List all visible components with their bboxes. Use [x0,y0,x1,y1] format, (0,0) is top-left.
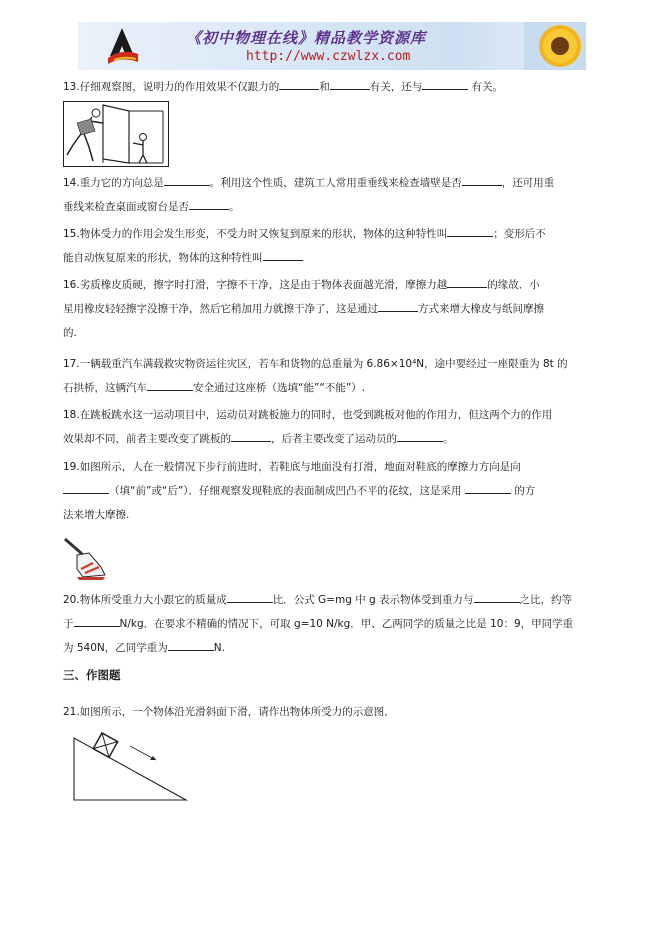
q17-text-1: 17.一辆载重汽车满载救灾物资运往灾区，若车和货物的总重量为 6.86×10⁴N，途中要经过一座限重为 8t 的 [63,358,568,370]
q20-blank-1[interactable] [227,590,273,603]
q18-blank-2[interactable] [397,429,443,442]
q13-text-a: 13.仔细观察图，说明力的作用效果不仅跟力的 [63,81,280,93]
question-18 [63,403,603,451]
question-17 [63,352,603,400]
header-banner [78,22,586,70]
q13-text-d: 有关。 [471,81,504,93]
q16-text-1a: 16.劣质橡皮质硬，擦字时打滑，字擦不干净，这是由于物体表面越光滑，摩擦力越 [63,279,448,291]
q16-text-1b: 的缘故．小 [487,279,540,291]
q17-blank-1[interactable] [147,378,193,391]
question-16 [63,273,603,345]
q20-text-3a: 为 540N，乙同学重为 [63,642,168,654]
q14-text-2b: 。 [229,201,240,213]
q19-blank-2[interactable] [465,481,511,494]
q13-blank-2[interactable] [330,77,370,90]
logo-icon [104,26,140,66]
shoe-figure [63,535,107,581]
q18-text-1: 18.在跳板跳水这一运动项目中，运动员对跳板施力的同时，也受到跳板对他的作用力，但这两个力的作用 [63,409,553,421]
q20-text-1a: 20.物体所受重力大小跟它的质量成 [63,594,227,606]
section-heading: 三、作图题 [63,668,121,682]
q20-blank-2[interactable] [474,590,520,603]
q13-blank-3[interactable] [422,77,468,90]
q14-blank-2[interactable] [462,173,502,186]
q19-blank-1[interactable] [63,481,109,494]
door-push-figure [63,101,169,167]
q19-text-2a: （填“前”或“后”）．仔细观察发现鞋底的表面制成凹凸不平的花纹，这是采用 [109,485,462,497]
q17-text-2b: 安全通过这座桥（选填“能”“不能”）. [193,382,366,394]
q15-text-1a: 15.物体受力的作用会发生形变，不受力时又恢复到原来的形状，物体的这种特性叫 [63,228,448,240]
q18-text-2c: 。 [443,433,454,445]
question-21 [63,700,603,724]
q13-text-c: 有关，还与 [369,81,423,93]
question-19 [63,455,603,527]
q13-text-b: 和 [319,81,330,93]
q16-blank-2[interactable] [378,299,418,312]
q15-blank-2[interactable] [263,248,303,261]
incline-figure [68,728,190,804]
q15-text-1b: ；变形后不 [493,228,546,240]
q19-text-1: 19.如图所示，人在一般情况下步行前进时，若鞋底与地面没有打滑，地面对鞋底的摩擦力方向是向 [63,461,521,473]
banner-title: 《初中物理在线》精品教学资源库 [186,29,427,47]
q17-text-2a: 石拱桥，这辆汽车 [63,382,147,394]
question-15 [63,222,603,270]
q20-blank-4[interactable] [168,638,214,651]
q19-text-2b: 的方 [514,485,536,497]
q14-text-1a: 14.重力它的方向总是 [63,177,164,189]
q20-text-2b: N/kg．在要求不精确的情况下，可取 g=10 N/kg．甲、乙两同学的质量之比是 10：9，甲同学重 [119,618,574,630]
q14-blank-1[interactable] [164,173,210,186]
q16-text-3: 的. [63,327,77,339]
q13-blank-1[interactable] [279,77,319,90]
q15-text-2a: 能自动恢复原来的形状，物体的这种特性叫 [63,252,263,264]
q20-text-1c: 之比，约等 [519,594,573,606]
q20-text-3b: N. [213,642,225,654]
question-20 [63,588,603,660]
q14-text-2a: 垂线来检查桌面或窗台是否 [63,201,189,213]
q18-text-2a: 效果却不同，前者主要改变了跳板的 [63,433,231,445]
q20-text-1b: 比．公式 G=mg 中 g 表示物体受到重力与 [272,594,474,606]
q19-text-3: 法来增大摩擦. [63,509,130,521]
q18-text-2b: ，后者主要改变了运动员的 [271,433,397,445]
q14-text-1b: 。利用这个性质，建筑工人常用重垂线来检查墙壁是否 [209,177,462,189]
q14-text-1c: ，还可用重 [501,177,555,189]
q14-blank-3[interactable] [189,197,229,210]
q15-blank-1[interactable] [447,224,493,237]
q16-text-2b: 方式来增大橡皮与纸间摩擦 [418,303,544,315]
q21-text: 21.如图所示，一个物体沿光滑斜面下滑，请作出物体所受力的示意图． [63,706,395,718]
q16-blank-1[interactable] [447,275,487,288]
banner-url[interactable]: http://www.czwlzx.com [246,49,411,64]
question-13 [63,75,603,99]
question-14 [63,171,603,219]
sunflower-icon [524,22,586,70]
q16-text-2a: 星用橡皮轻轻擦字没擦干净，然后它稍加用力就擦干净了，这是通过 [63,303,378,315]
q18-blank-1[interactable] [231,429,271,442]
q20-text-2a: 于 [63,618,74,630]
q20-blank-3[interactable] [74,614,120,627]
